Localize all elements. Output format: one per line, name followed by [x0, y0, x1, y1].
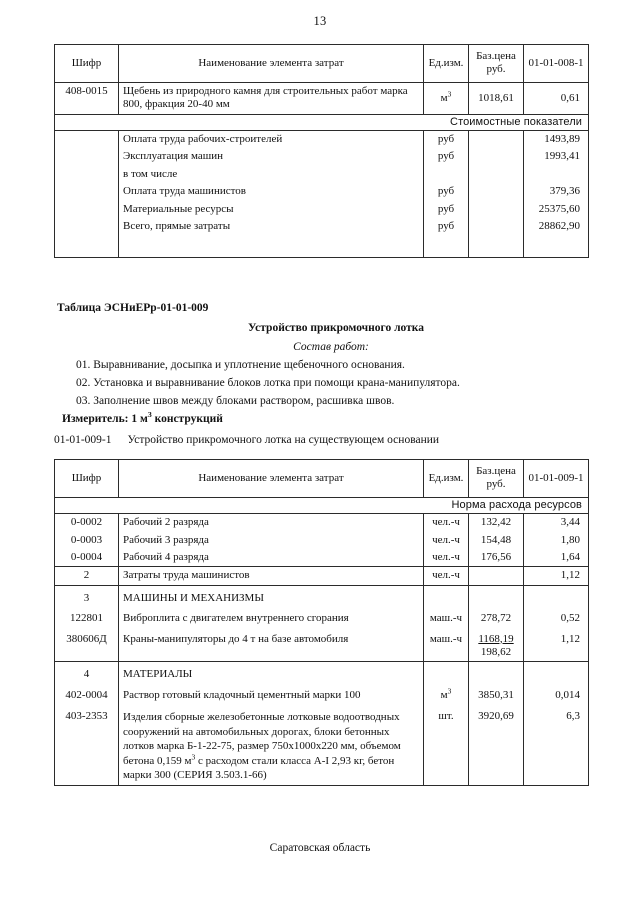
cell-price: 1018,61 [469, 82, 524, 114]
table-row-summary [55, 131, 589, 149]
page-number: 13 [313, 14, 327, 28]
work-title: Устройство прикромочного лотка [247, 322, 425, 334]
cell-unit: $м^3$ [424, 684, 469, 704]
resources-table-009 [54, 459, 588, 786]
costs-table-008 [54, 44, 588, 258]
footer-region: Саратовская область [269, 842, 371, 854]
cell-name: Всего, прямые затраты [119, 218, 424, 235]
cell-unit: руб [424, 148, 469, 165]
cell-unit: руб [424, 201, 469, 218]
cell-code: 380606Д [55, 628, 119, 662]
cell-value: 3,44 [524, 514, 589, 532]
cell-price [469, 183, 524, 200]
cell-blank [55, 148, 119, 165]
header-price-line1: Баз.цена [476, 50, 516, 62]
cell-value: 28862,90 [524, 218, 589, 235]
cell-name: Раствор готовый кладочный цементный марки 100 [119, 684, 424, 704]
cell-code: 4 [55, 662, 119, 684]
band-label: Стоимостные показатели [55, 114, 589, 130]
cell-unit: $м^3$ [424, 82, 469, 114]
cell-value: 1,12 [524, 567, 589, 585]
cell-value: 0,014 [524, 684, 589, 704]
row-caption-name: Устройство прикромочного лотка на существующем основании [127, 434, 440, 446]
table-row-section [55, 585, 589, 607]
cell-code: 408-0015 [55, 82, 119, 114]
table-row-summary [55, 218, 589, 235]
cell-unit: руб [424, 131, 469, 149]
sostav-rabot-label: Состав работ: [293, 341, 369, 353]
cell-blank [55, 166, 119, 183]
cell-blank [55, 218, 119, 235]
cell-price [469, 148, 524, 165]
cell-code: 403-2353 [55, 704, 119, 785]
cell-price: 176,56 [469, 549, 524, 567]
cell-price [469, 628, 524, 662]
cell-price: 154,48 [469, 532, 524, 549]
cell-price: 278,72 [469, 607, 524, 627]
cell-price [469, 201, 524, 218]
table-row [55, 82, 589, 114]
row-caption [54, 434, 588, 446]
cell-unit: руб [424, 218, 469, 235]
cell-value: 6,3 [524, 704, 589, 785]
cell-price: 132,42 [469, 514, 524, 532]
works-list [54, 359, 588, 407]
cell-code: 0-0004 [55, 549, 119, 567]
list-item: 01. Выравнивание, досыпка и уплотнение щебеночного основания. [76, 359, 405, 371]
cell-price [469, 585, 524, 607]
cell-code: 0-0003 [55, 532, 119, 549]
cell-unit: чел.-ч [424, 549, 469, 567]
header-value: 01-01-008-1 [524, 45, 589, 83]
header-name: Наименование элемента затрат [119, 460, 424, 498]
list-item: 03. Заполнение швов между блоками раствором, расшивка швов. [76, 395, 395, 407]
list-item: 02. Установка и выравнивание блоков лотка при помощи крана-манипулятора. [76, 377, 460, 389]
cell-value: 1,80 [524, 532, 589, 549]
cell-unit: шт. [424, 704, 469, 785]
band-row-norms [55, 497, 589, 513]
header-unit: Ед.изм. [424, 45, 469, 83]
cell-value [524, 662, 589, 684]
table-row [55, 567, 589, 585]
cell-unit [424, 585, 469, 607]
cell-name: Рабочий 4 разряда [119, 549, 424, 567]
table-header-row [55, 45, 589, 83]
cell-code: 122801 [55, 607, 119, 627]
izmeritel-line [54, 410, 588, 425]
cell-unit: маш.-ч [424, 607, 469, 627]
cell-unit: руб [424, 183, 469, 200]
table-row-section [55, 662, 589, 684]
cell-name: МАШИНЫ И МЕХАНИЗМЫ [119, 585, 424, 607]
cell-blank [55, 131, 119, 149]
work-description-block [54, 302, 588, 446]
cell-code: 3 [55, 585, 119, 607]
cell-unit: чел.-ч [424, 567, 469, 585]
cell-price [469, 166, 524, 183]
cell-blank [55, 201, 119, 218]
cell-value: 0,52 [524, 607, 589, 627]
cell-name: Краны-манипуляторы до 4 т на базе автомобиля [119, 628, 424, 662]
cell-price [469, 662, 524, 684]
header-price-line1: Баз.цена [476, 465, 516, 477]
cell-blank [119, 235, 424, 258]
table-row [55, 628, 589, 662]
cell-name: Изделия сборные железобетонные лотковые водоотводных сооружений на автомобильных дорогах, блоки бетонных лотков марка Б-1-22-75, размер 750х1000х220 мм, объемом бетона 0,159 $м^3$ с расходом стали класса А-I 2,93 кг, бетон марки 300 (СЕРИЯ 3.503.1-66) [119, 704, 424, 785]
header-price-line2: руб. [486, 63, 506, 76]
cell-value: 0,61 [524, 82, 589, 114]
izmeritel-sup: 3 [147, 410, 152, 420]
cell-name: Рабочий 3 разряда [119, 532, 424, 549]
cell-blank [524, 235, 589, 258]
table-row [55, 704, 589, 785]
table-row [55, 607, 589, 627]
cell-name: Оплата труда машинистов [119, 183, 424, 200]
cell-value [524, 166, 589, 183]
izmeritel-suffix: конструкций [151, 413, 223, 425]
cell-price [469, 218, 524, 235]
cell-name: Виброплита с двигателем внутреннего сгорания [119, 607, 424, 627]
cell-price [469, 567, 524, 585]
cell-code: 0-0002 [55, 514, 119, 532]
cell-name: Материальные ресурсы [119, 201, 424, 218]
header-name: Наименование элемента затрат [119, 45, 424, 83]
table-row-summary [55, 166, 589, 183]
header-code: Шифр [55, 45, 119, 83]
cell-value: 1993,41 [524, 148, 589, 165]
table-row [55, 549, 589, 567]
cell-blank [469, 235, 524, 258]
cell-unit [424, 662, 469, 684]
cell-blank [424, 235, 469, 258]
header-value: 01-01-009-1 [524, 460, 589, 498]
table-header-row [55, 460, 589, 498]
cell-name: МАТЕРИАЛЫ [119, 662, 424, 684]
cell-unit: маш.-ч [424, 628, 469, 662]
cell-name: Затраты труда машинистов [119, 567, 424, 585]
cell-price: 3920,69 [469, 704, 524, 785]
header-price [469, 460, 524, 498]
cell-name: Эксплуатация машин [119, 148, 424, 165]
cell-blank [55, 183, 119, 200]
izmeritel-prefix: Измеритель: 1 м [62, 413, 148, 425]
table-label: Таблица ЭСНиЕРр-01-01-009 [57, 302, 209, 314]
cell-name: в том числе [119, 166, 424, 183]
table-row-summary [55, 201, 589, 218]
row-caption-code: 01-01-009-1 [54, 434, 112, 446]
cell-value: 1493,89 [524, 131, 589, 149]
band-row-costs [55, 114, 589, 130]
cell-name: Рабочий 2 разряда [119, 514, 424, 532]
cell-blank [55, 235, 119, 258]
band-label: Норма расхода ресурсов [55, 497, 589, 513]
cell-price [469, 131, 524, 149]
cell-price-line1: 1168,19 [478, 632, 514, 645]
table-row [55, 514, 589, 532]
header-code: Шифр [55, 460, 119, 498]
header-price [469, 45, 524, 83]
header-price-line2: руб. [486, 478, 506, 491]
cell-value: 1,64 [524, 549, 589, 567]
table-row-summary [55, 183, 589, 200]
table-row [55, 684, 589, 704]
cell-value: 379,36 [524, 183, 589, 200]
cell-price-line2: 198,62 [480, 646, 512, 659]
cell-unit: чел.-ч [424, 532, 469, 549]
table-row-summary [55, 148, 589, 165]
cell-value: 1,12 [524, 628, 589, 662]
cell-name: Щебень из природного камня для строительных работ марка 800, фракция 20-40 мм [119, 82, 424, 114]
table-row-spacer [55, 235, 589, 258]
table-row [55, 532, 589, 549]
cell-price: 3850,31 [469, 684, 524, 704]
header-unit: Ед.изм. [424, 460, 469, 498]
cell-name: Оплата труда рабочих-строителей [119, 131, 424, 149]
cell-code: 2 [55, 567, 119, 585]
cell-unit: чел.-ч [424, 514, 469, 532]
cell-value: 25375,60 [524, 201, 589, 218]
cell-unit [424, 166, 469, 183]
cell-value [524, 585, 589, 607]
cell-code: 402-0004 [55, 684, 119, 704]
